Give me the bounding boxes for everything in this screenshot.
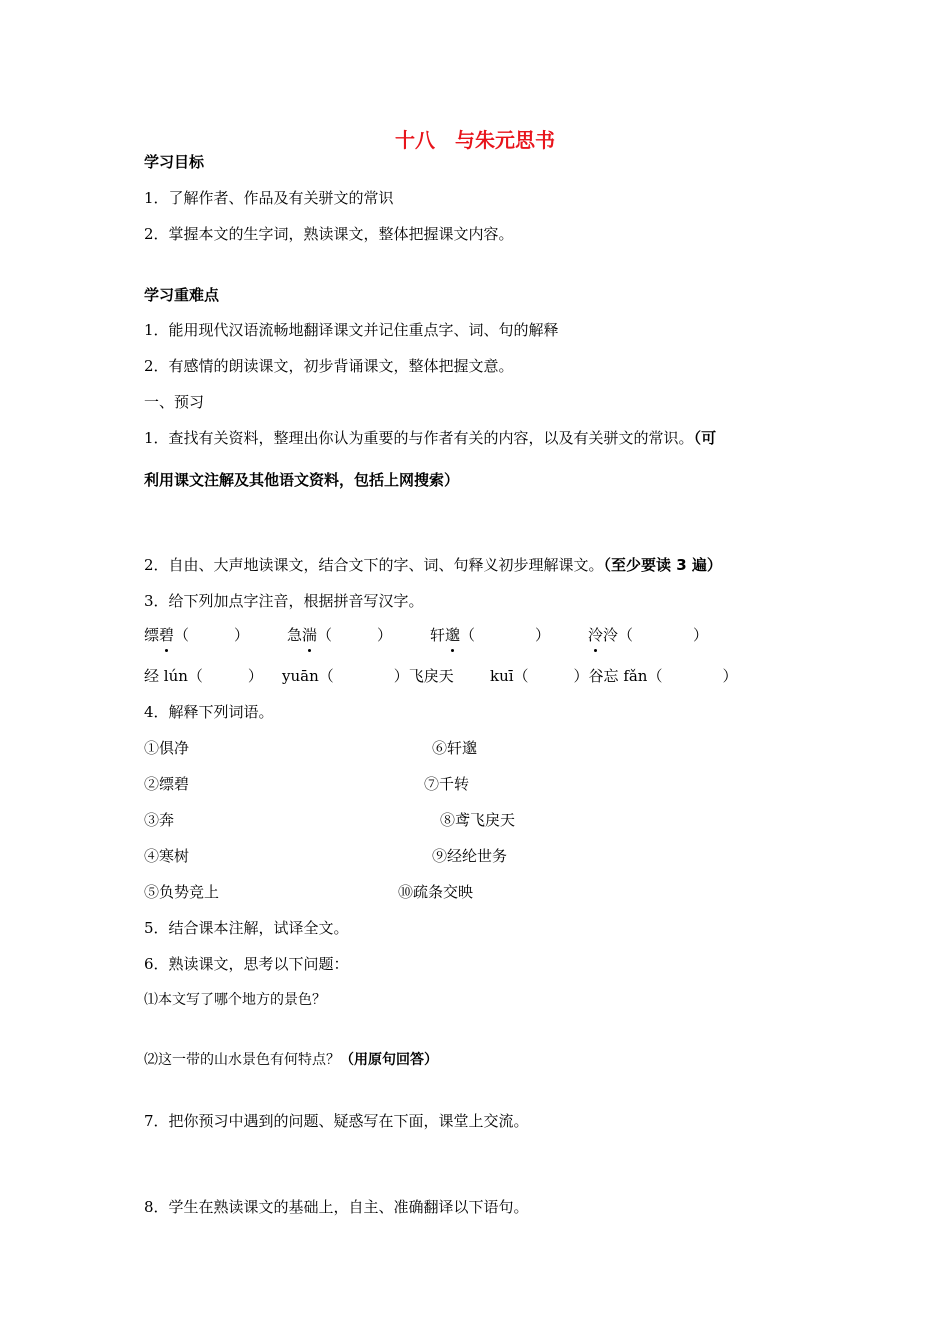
question-1-note-a: （可 <box>693 429 717 447</box>
question-4: 4．解释下列词语。 <box>144 703 274 721</box>
preview-heading: 一、预习 <box>144 393 205 411</box>
term-item: ⑤负势竞上 <box>144 883 220 901</box>
question-3: 3．给下列加点字注音，根据拼音写汉字。 <box>144 592 424 610</box>
key-point-item: 2．有感情的朗读课文，初步背诵课文，整体把握文意。 <box>144 357 514 375</box>
pinyin-write-item: yuān（ ）飞戾天 <box>282 667 454 685</box>
term-item: ②缥碧 <box>144 775 190 793</box>
term-item: ⑧鸢飞戾天 <box>440 811 516 829</box>
question-6-2-note: （用原句回答） <box>340 1052 438 1068</box>
question-6-1: ⑴本文写了哪个地方的景色？ <box>144 992 326 1008</box>
term-item: ⑥轩邈 <box>432 739 478 757</box>
term-item: ⑦千转 <box>424 775 470 793</box>
dotted-char: 湍 <box>302 626 318 644</box>
question-7: 7．把你预习中遇到的问题、疑惑写在下面，课堂上交流。 <box>144 1112 529 1130</box>
question-1-text: 1．查找有关资料，整理出你认为重要的与作者有关的内容，以及有关骈文的常识。 <box>144 429 694 447</box>
pinyin-item: 泠泠（ ） <box>588 626 709 644</box>
pinyin-item: 轩邈（ ） <box>430 626 551 644</box>
key-points-heading: 学习重难点 <box>144 286 220 304</box>
pinyin-write-item: 经 lún（ ） <box>144 667 263 685</box>
question-2-note: （至少要读 3 遍） <box>603 556 722 574</box>
term-item: ①俱净 <box>144 739 190 757</box>
pinyin-write-item: kuī（ ）谷忘 fǎn（ ） <box>490 667 738 685</box>
dotted-char: 邈 <box>445 626 461 644</box>
page-title: 十八 与朱元思书 <box>395 128 555 152</box>
term-item: ⑨经纶世务 <box>432 847 508 865</box>
question-6: 6．熟读课文，思考以下问题： <box>144 955 349 973</box>
term-item: ④寒树 <box>144 847 190 865</box>
question-2 <box>144 555 722 575</box>
goal-item: 1．了解作者、作品及有关骈文的常识 <box>144 189 394 207</box>
question-1 <box>144 428 716 448</box>
question-2-text: 2．自由、大声地读课文，结合文下的字、词、句释义初步理解课文。 <box>144 556 604 574</box>
goal-item: 2．掌握本文的生字词，熟读课文，整体把握课文内容。 <box>144 225 514 243</box>
question-8: 8．学生在熟读课文的基础上，自主、准确翻译以下语句。 <box>144 1198 529 1216</box>
term-item: ③奔 <box>144 811 175 829</box>
question-6-2: ⑵这一带的山水景色有何特点？（用原句回答） <box>144 1052 438 1068</box>
goals-heading: 学习目标 <box>144 153 205 171</box>
term-item: ⑩疏条交映 <box>398 883 474 901</box>
dotted-char: 泠 <box>588 626 604 644</box>
dotted-char: 碧 <box>159 626 175 644</box>
pinyin-item: 急湍（ ） <box>287 626 393 644</box>
pinyin-item: 缥碧（ ） <box>144 626 250 644</box>
question-1-note-b: 利用课文注解及其他语文资料，包括上网搜索） <box>144 471 460 489</box>
key-point-item: 1．能用现代汉语流畅地翻译课文并记住重点字、词、句的解释 <box>144 321 559 339</box>
question-5: 5．结合课本注解，试译全文。 <box>144 919 349 937</box>
